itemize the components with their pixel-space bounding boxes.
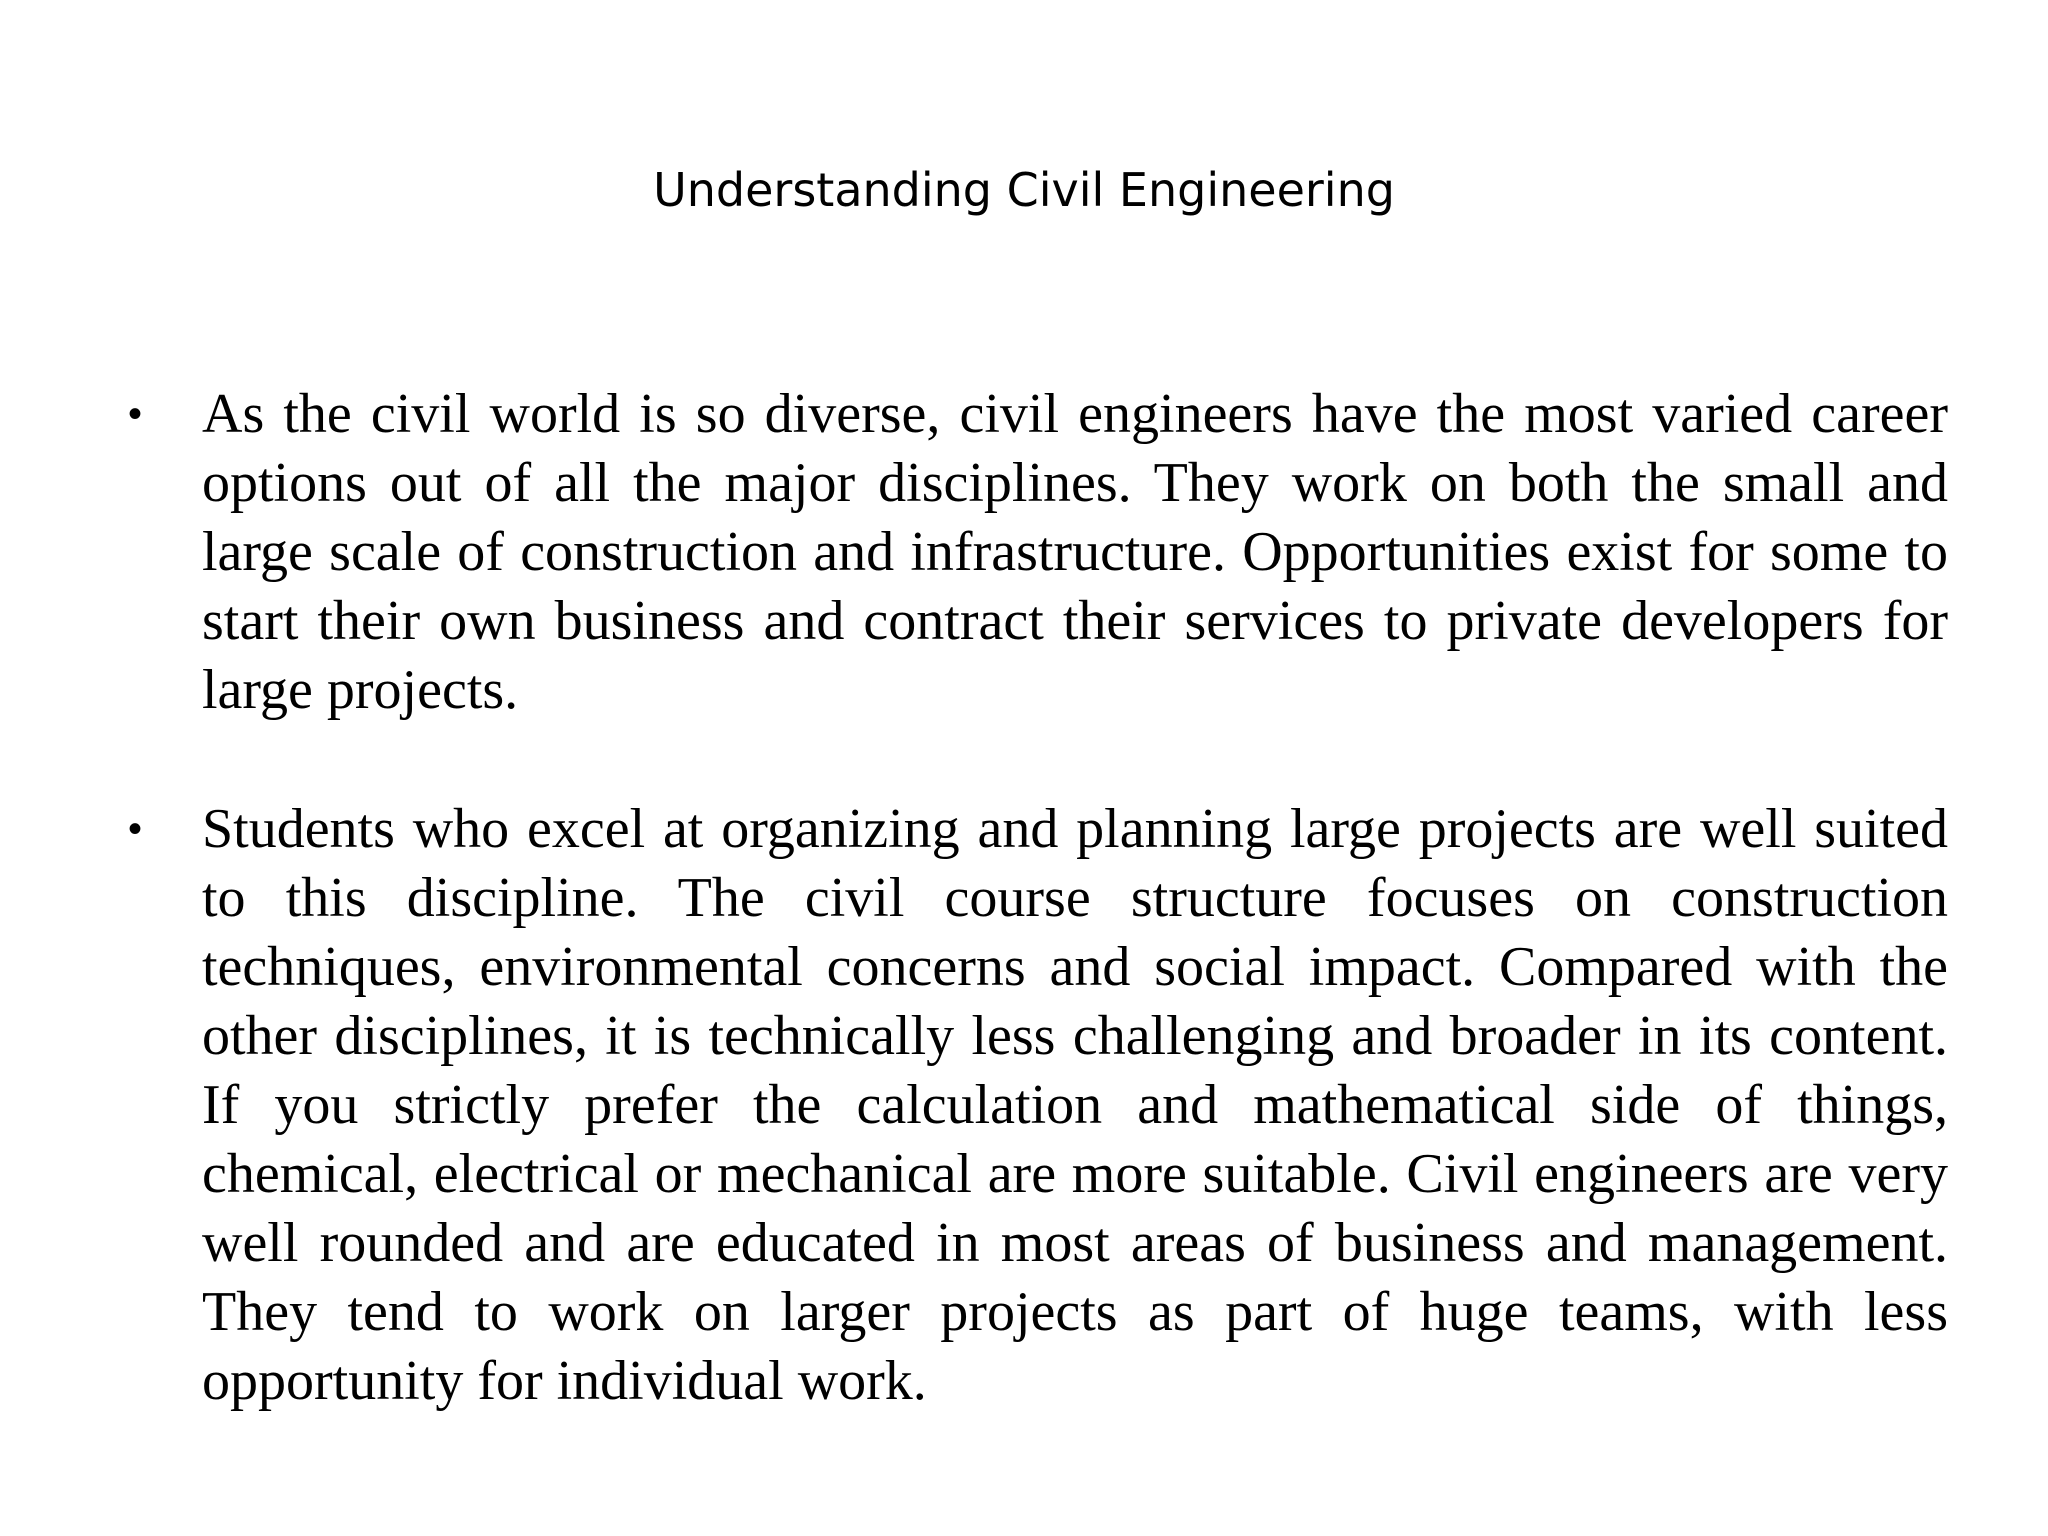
bullet-text-2: Students who excel at organizing and planning large projects are well suited to this discipline. The civil course structure focuses on construction techniques, environmental concerns and social impact. Compared with the other disciplines, it is technically less challenging and broader in its content. If you strictly prefer the calculation and mathematical side of things, chemical, electrical or mechanical are more suitable. Civil engineers are very well rounded and are educated in most areas of business and management. They tend to work on larger projects as part of huge teams, with less opportunity for individual work. xyxy=(202,798,1948,1412)
bullet-icon: • xyxy=(128,392,143,436)
bullet-item-1 xyxy=(128,380,1948,725)
bullet-icon: • xyxy=(128,807,143,851)
bullet-list xyxy=(128,380,1948,1486)
bullet-text-1: As the civil world is so diverse, civil engineers have the most varied career options out of all the major disciplines. They work on both the small and large scale of construction and infrastructure. Opportunities exist for some to start their own business and contract their services to private developers for large projects. xyxy=(202,383,1948,721)
bullet-item-2 xyxy=(128,795,1948,1416)
slide-title: Understanding Civil Engineering xyxy=(653,163,1395,217)
